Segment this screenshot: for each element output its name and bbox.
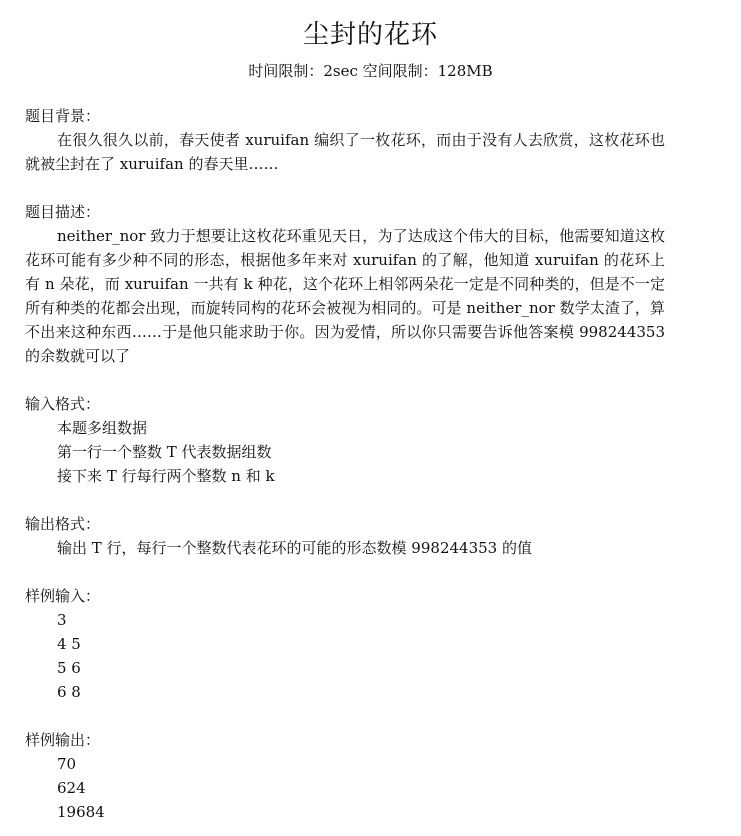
output-format-section (25, 512, 665, 560)
input-format-line: 接下来 T 行每行两个整数 n 和 k (57, 467, 275, 485)
description-text: neither_nor 致力于想要让这枚花环重见天日，为了达成这个伟大的目标，他需要知道这枚花环可能有多少种不同的形态，根据他多年来对 xuruifan 的了解，他知道 xuruifan 的花环上有 n 朵花，而 xuruifan 一共有 k 种花，这个花环上相邻两朵花一定是不同种类的，但是不一定所有种类的花都会出现，而旋转同构的花环会被视为相同的。可是 neither_nor 数学太渣了，算不出来这种东西……于是他只能求助于你。因为爱情，所以你只需要告诉他答案模 998244353 的余数就可以了 (25, 227, 665, 365)
background-heading: 题目背景： (25, 107, 101, 125)
sample-output-line: 70 (57, 755, 77, 773)
sample-input-line: 5 6 (57, 659, 81, 677)
sample-output-section (25, 728, 665, 824)
sample-input-line: 6 8 (57, 683, 81, 701)
input-format-line: 本题多组数据 (57, 419, 148, 437)
problem-title: 尘封的花环 (302, 20, 438, 50)
sample-output-line: 624 (57, 779, 86, 797)
sample-output-line: 19684 (57, 803, 105, 821)
input-format-line: 第一行一个整数 T 代表数据组数 (57, 443, 272, 461)
output-format-line: 输出 T 行，每行一个整数代表花环的可能的形态数模 998244353 的值 (57, 539, 532, 557)
input-format-section (25, 392, 665, 488)
sample-output-heading: 样例输出： (25, 731, 101, 749)
sample-input-line: 3 (57, 611, 67, 629)
output-format-heading: 输出格式： (25, 515, 101, 533)
sample-input-section (25, 584, 665, 704)
background-section (25, 104, 665, 176)
input-format-heading: 输入格式： (25, 395, 101, 413)
problem-body (25, 104, 665, 824)
limits-line: 时间限制：2sec 空间限制：128MB (248, 62, 493, 80)
description-section (25, 200, 665, 368)
description-heading: 题目描述： (25, 203, 101, 221)
background-text: 在很久很久以前，春天使者 xuruifan 编织了一枚花环，而由于没有人去欣赏，这枚花环也就被尘封在了 xuruifan 的春天里…… (25, 131, 665, 173)
sample-input-line: 4 5 (57, 635, 81, 653)
sample-input-heading: 样例输入： (25, 587, 101, 605)
